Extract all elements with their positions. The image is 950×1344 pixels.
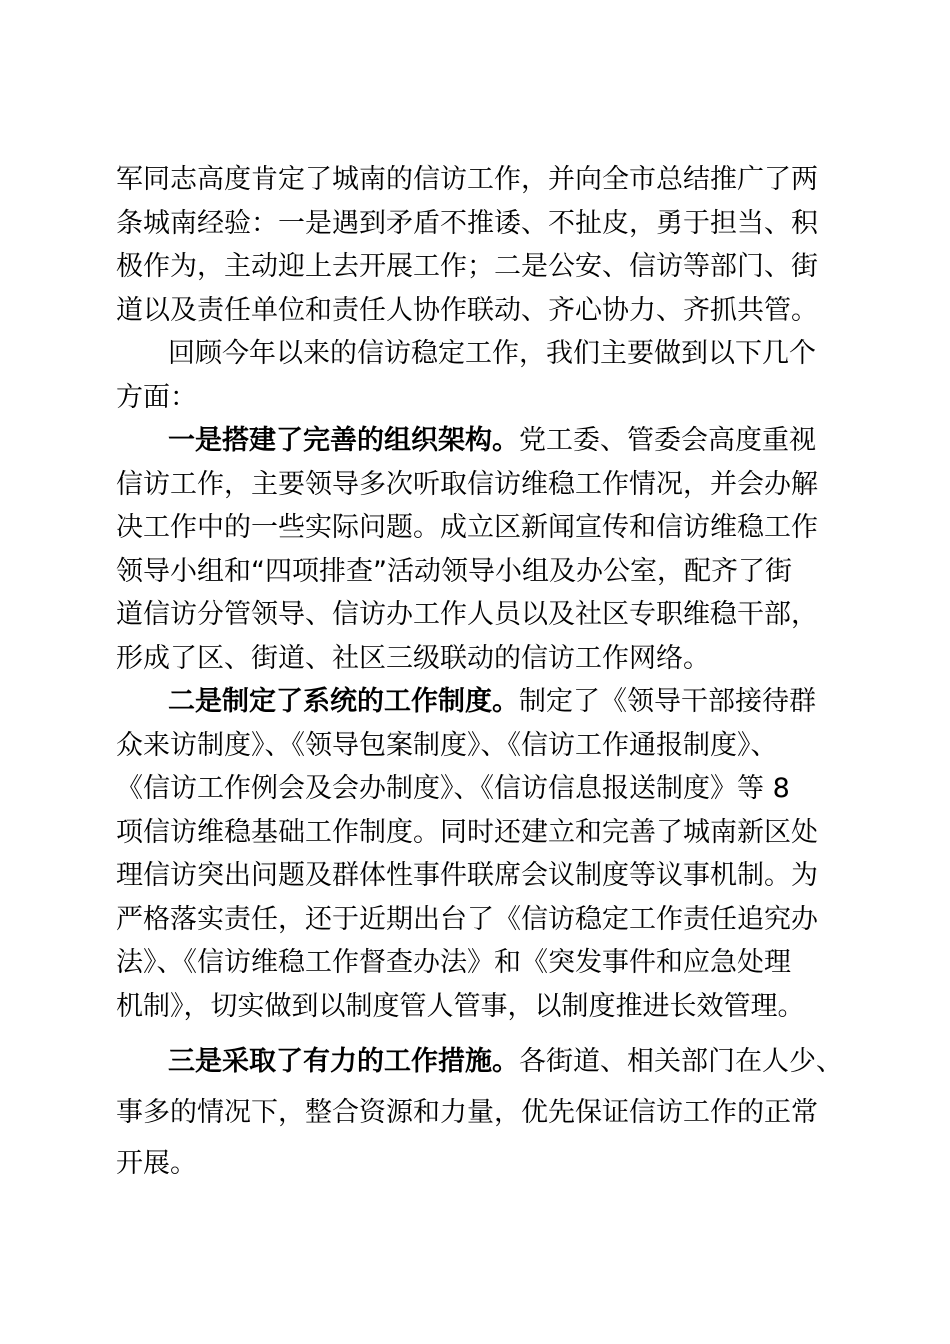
paragraph-5-line-2: 事多的情况下，整合资源和力量，优先保证信访工作的正常	[116, 1097, 818, 1128]
paragraph-4-line-2: 众来访制度》、《领导包案制度》、《信访工作通报制度》、	[116, 729, 778, 761]
paragraph-3-line-4: 领导小组和“四项排查”活动领导小组及办公室，配齐了街	[116, 555, 792, 587]
paragraph-4-line-5: 理信访突出问题及群体性事件联席会议制度等议事机制。为	[116, 860, 818, 891]
body-text	[116, 158, 843, 1189]
paragraph-3-line-6: 形成了区、街道、社区三级联动的信访工作网络。	[116, 642, 710, 674]
paragraph-3-line-1-rest: 党工委、管委会高度重视	[519, 425, 816, 456]
paragraph-3-line-3: 决工作中的一些实际问题。成立区新闻宣传和信访维稳工作	[116, 512, 818, 543]
paragraph-4-line-3: 《信访工作例会及会办制度》、《信访信息报送制度》等 8	[116, 773, 790, 804]
paragraph-2-line-1: 回顾今年以来的信访稳定工作，我们主要做到以下几个	[168, 338, 816, 369]
paragraph-2-line-2: 方面：	[116, 381, 197, 413]
paragraph-5-line-1-rest: 各街道、相关部门在人少、	[519, 1046, 843, 1077]
paragraph-3-line-1	[116, 419, 836, 463]
paragraph-4-line-8: 机制》，切实做到以制度管人管事，以制度推进长效管理。	[116, 990, 805, 1022]
paragraph-1-line-4: 道以及责任单位和责任人协作联动、齐心协力、齐抓共管。	[116, 294, 818, 326]
paragraph-5-line-3: 开展。	[116, 1148, 197, 1179]
paragraph-1-line-3: 极作为，主动迎上去开展工作；二是公安、信访等部门、街	[116, 251, 818, 282]
paragraph-4-line-6: 严格落实责任，还于近期出台了《信访稳定工作责任追究办	[116, 903, 818, 935]
paragraph-4-line-1	[116, 680, 836, 724]
paragraph-5-line-1	[116, 1036, 843, 1087]
paragraph-4-line-1-rest: 制定了《领导干部接待群	[519, 686, 816, 717]
paragraph-1-line-2: 条城南经验：一是遇到矛盾不推诿、不扯皮，勇于担当、积	[116, 207, 818, 239]
paragraph-1-line-1: 军同志高度肯定了城南的信访工作，并向全市总结推广了两	[116, 164, 818, 195]
paragraph-4-heading: 二是制定了系统的工作制度。	[168, 686, 519, 717]
paragraph-3-heading: 一是搭建了完善的组织架构。	[168, 425, 519, 456]
paragraph-5-heading: 三是采取了有力的工作措施。	[168, 1046, 519, 1077]
paragraph-3-line-5: 道信访分管领导、信访办工作人员以及社区专职维稳干部，	[116, 599, 818, 630]
paragraph-4-line-7: 法》、《信访维稳工作督查办法》和《突发事件和应急处理	[116, 947, 791, 978]
paragraph-3-line-2: 信访工作，主要领导多次听取信访维稳工作情况，并会办解	[116, 468, 818, 500]
paragraph-4-line-4: 项信访维稳基础工作制度。同时还建立和完善了城南新区处	[116, 816, 818, 848]
